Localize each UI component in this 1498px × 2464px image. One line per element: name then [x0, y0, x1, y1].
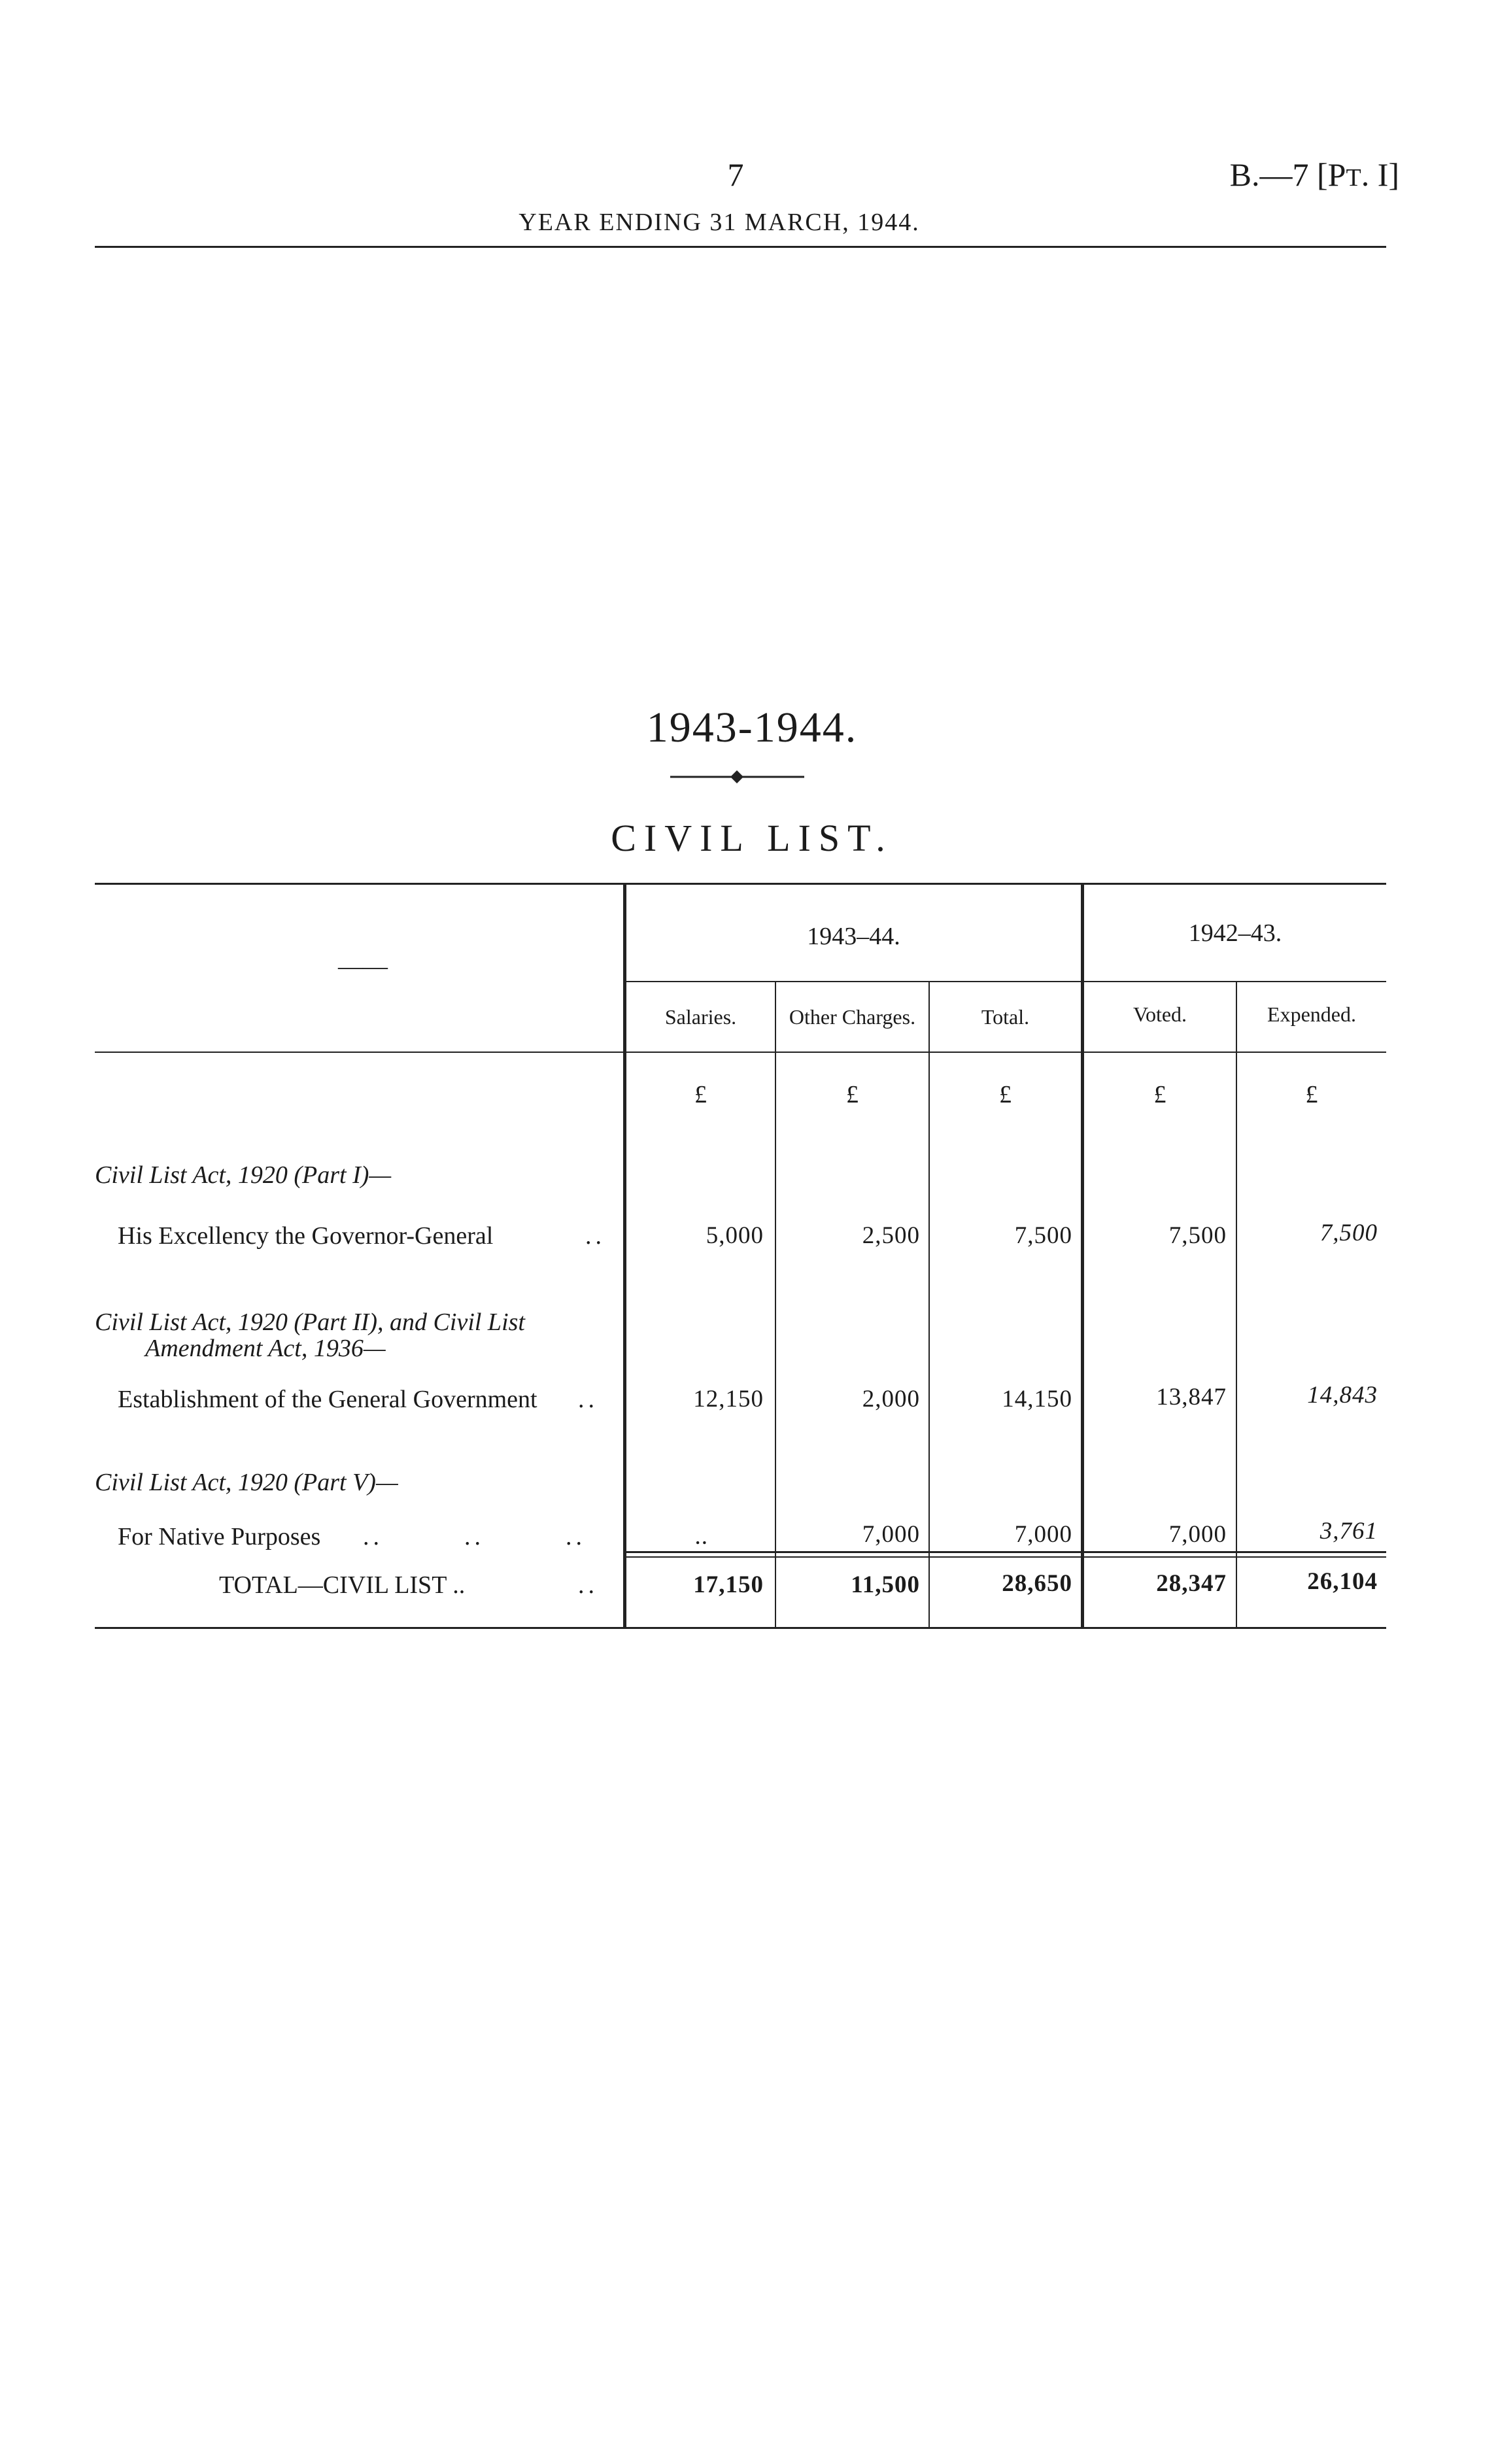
- stub-header-dash: ——: [338, 953, 388, 980]
- year-title: 1943-1944.: [646, 704, 858, 751]
- line-item-label: His Excellency the Governor-General: [118, 1222, 494, 1250]
- group-heading-1942-43: 1942–43.: [1188, 919, 1282, 947]
- column-header-total: Total.: [981, 1005, 1030, 1029]
- total-voted: 28,347: [1156, 1570, 1227, 1597]
- value-total: 7,500: [1014, 1222, 1072, 1249]
- section-heading: Civil List Act, 1920 (Part II), and Civil List: [95, 1309, 525, 1336]
- currency-symbol: £: [1305, 1081, 1318, 1108]
- currency-symbol: £: [1153, 1081, 1166, 1108]
- running-header: YEAR ENDING 31 MARCH, 1944.: [519, 209, 920, 236]
- line-item-label: For Native Purposes: [118, 1523, 321, 1550]
- leader-dots: ..: [585, 1222, 605, 1250]
- diamond-divider-icon: [670, 770, 804, 783]
- column-header-salaries: Salaries.: [664, 1005, 737, 1029]
- value-expended: 7,500: [1319, 1220, 1378, 1246]
- total-total: 28,650: [1002, 1570, 1072, 1597]
- value-expended: 14,843: [1307, 1382, 1378, 1409]
- value-voted: 13,847: [1156, 1384, 1227, 1411]
- value-voted: 7,500: [1168, 1222, 1227, 1249]
- total-salaries: 17,150: [693, 1571, 764, 1598]
- value-expended: 3,761: [1319, 1518, 1378, 1545]
- currency-symbol: £: [694, 1081, 707, 1108]
- leader-dots: ..: [578, 1571, 598, 1599]
- currency-symbol: £: [999, 1081, 1012, 1108]
- column-header-expended: Expended.: [1267, 1002, 1356, 1026]
- doc-ref-small: T: [1346, 164, 1361, 192]
- leader-dots: ..: [578, 1386, 598, 1413]
- section-heading: Civil List Act, 1920 (Part V)—: [95, 1469, 398, 1496]
- value-salaries: 12,150: [693, 1386, 764, 1412]
- section-heading: Civil List Act, 1920 (Part I)—: [95, 1161, 392, 1189]
- line-item-label: Establishment of the General Government: [118, 1386, 537, 1413]
- value-other-charges: 7,000: [862, 1521, 920, 1548]
- value-total: 7,000: [1014, 1521, 1072, 1548]
- value-salaries: 5,000: [706, 1222, 764, 1249]
- total-label: TOTAL—CIVIL LIST ..: [219, 1571, 466, 1599]
- group-heading-1943-44: 1943–44.: [807, 923, 900, 950]
- value-other-charges: 2,000: [862, 1386, 920, 1412]
- value-salaries: ..: [694, 1523, 708, 1550]
- page-number: 7: [727, 156, 744, 193]
- doc-ref-end: . I]: [1361, 156, 1399, 193]
- header-rule: [95, 246, 1386, 248]
- currency-symbol: £: [846, 1081, 859, 1108]
- section-title: CIVIL LIST.: [611, 817, 893, 859]
- leader-dots: .. .. ..: [363, 1523, 586, 1550]
- value-total: 14,150: [1002, 1386, 1072, 1412]
- document-reference: [1125, 156, 1399, 194]
- total-expended: 26,104: [1307, 1568, 1378, 1595]
- value-voted: 7,000: [1168, 1521, 1227, 1548]
- value-other-charges: 2,500: [862, 1222, 920, 1249]
- total-other-charges: 11,500: [851, 1571, 920, 1598]
- doc-ref-main: B.—7 [P: [1229, 156, 1346, 193]
- column-header-voted: Voted.: [1132, 1002, 1187, 1026]
- section-heading-continued: Amendment Act, 1936—: [145, 1335, 386, 1362]
- column-header-other-charges: Other Charges.: [789, 1005, 916, 1029]
